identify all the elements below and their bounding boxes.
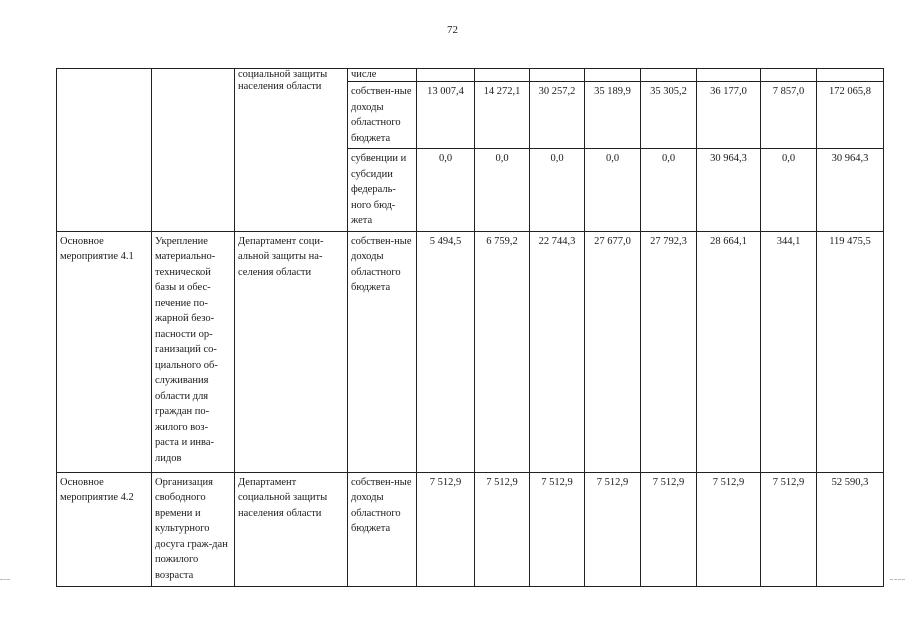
description-cell bbox=[152, 69, 235, 232]
value-cell: 7 857,0 bbox=[761, 82, 817, 149]
table-row bbox=[57, 472, 884, 586]
value-cell bbox=[417, 69, 475, 82]
value-cell bbox=[475, 69, 530, 82]
description-cell: Организация свободного времени и культурного досуга граж-дан пожилого возраста bbox=[152, 472, 235, 586]
executor-cell: Департамент соци-альной защиты на-селения области bbox=[235, 231, 348, 472]
value-cell: 30 257,2 bbox=[530, 82, 585, 149]
page-number: 72 bbox=[447, 24, 458, 36]
value-cell: 13 007,4 bbox=[417, 82, 475, 149]
total-cell: 30 964,3 bbox=[817, 149, 884, 232]
value-cell bbox=[761, 69, 817, 82]
value-cell: 7 512,9 bbox=[697, 472, 761, 586]
value-cell: 0,0 bbox=[417, 149, 475, 232]
executor-cell: социальной защиты населения области bbox=[235, 69, 348, 232]
value-cell: 7 512,9 bbox=[530, 472, 585, 586]
value-cell bbox=[585, 69, 641, 82]
value-cell: 344,1 bbox=[761, 231, 817, 472]
value-cell: 0,0 bbox=[641, 149, 697, 232]
value-cell: 30 964,3 bbox=[697, 149, 761, 232]
value-cell bbox=[641, 69, 697, 82]
source-cell: собствен-ные доходы областного бюджета bbox=[348, 472, 417, 586]
value-cell: 7 512,9 bbox=[585, 472, 641, 586]
table-row bbox=[57, 69, 884, 82]
value-cell: 0,0 bbox=[761, 149, 817, 232]
source-cell: собствен-ные доходы областного бюджета bbox=[348, 231, 417, 472]
value-cell: 7 512,9 bbox=[417, 472, 475, 586]
activity-cell: Основное мероприятие 4.1 bbox=[57, 231, 152, 472]
value-cell: 0,0 bbox=[475, 149, 530, 232]
value-cell: 7 512,9 bbox=[475, 472, 530, 586]
activity-cell bbox=[57, 69, 152, 232]
activity-cell: Основное мероприятие 4.2 bbox=[57, 472, 152, 586]
source-cell: собствен-ные доходы областного бюджета bbox=[348, 82, 417, 149]
value-cell: 5 494,5 bbox=[417, 231, 475, 472]
source-cell: субвенции и субсидии федераль-ного бюд-жета bbox=[348, 149, 417, 232]
table-row bbox=[57, 231, 884, 472]
value-cell bbox=[697, 69, 761, 82]
executor-cell: Департамент социальной защиты населения области bbox=[235, 472, 348, 586]
scan-mark bbox=[0, 579, 10, 581]
value-cell: 35 189,9 bbox=[585, 82, 641, 149]
value-cell: 36 177,0 bbox=[697, 82, 761, 149]
value-cell: 6 759,2 bbox=[475, 231, 530, 472]
scan-mark bbox=[890, 579, 905, 581]
value-cell: 7 512,9 bbox=[761, 472, 817, 586]
description-cell: Укрепление материально-технической базы и обес-печение по-жарной безо-пасности ор-ганизаций со-циального об-служивания области для граждан по-жилого воз-раста и инва-лидов bbox=[152, 231, 235, 472]
value-cell: 27 677,0 bbox=[585, 231, 641, 472]
value-cell: 35 305,2 bbox=[641, 82, 697, 149]
total-cell bbox=[817, 69, 884, 82]
total-cell: 172 065,8 bbox=[817, 82, 884, 149]
total-cell: 119 475,5 bbox=[817, 231, 884, 472]
value-cell: 7 512,9 bbox=[641, 472, 697, 586]
value-cell: 22 744,3 bbox=[530, 231, 585, 472]
total-cell: 52 590,3 bbox=[817, 472, 884, 586]
value-cell bbox=[530, 69, 585, 82]
value-cell: 28 664,1 bbox=[697, 231, 761, 472]
value-cell: 14 272,1 bbox=[475, 82, 530, 149]
budget-table bbox=[56, 68, 884, 587]
value-cell: 0,0 bbox=[585, 149, 641, 232]
value-cell: 27 792,3 bbox=[641, 231, 697, 472]
value-cell: 0,0 bbox=[530, 149, 585, 232]
source-cell: числе bbox=[348, 69, 417, 82]
